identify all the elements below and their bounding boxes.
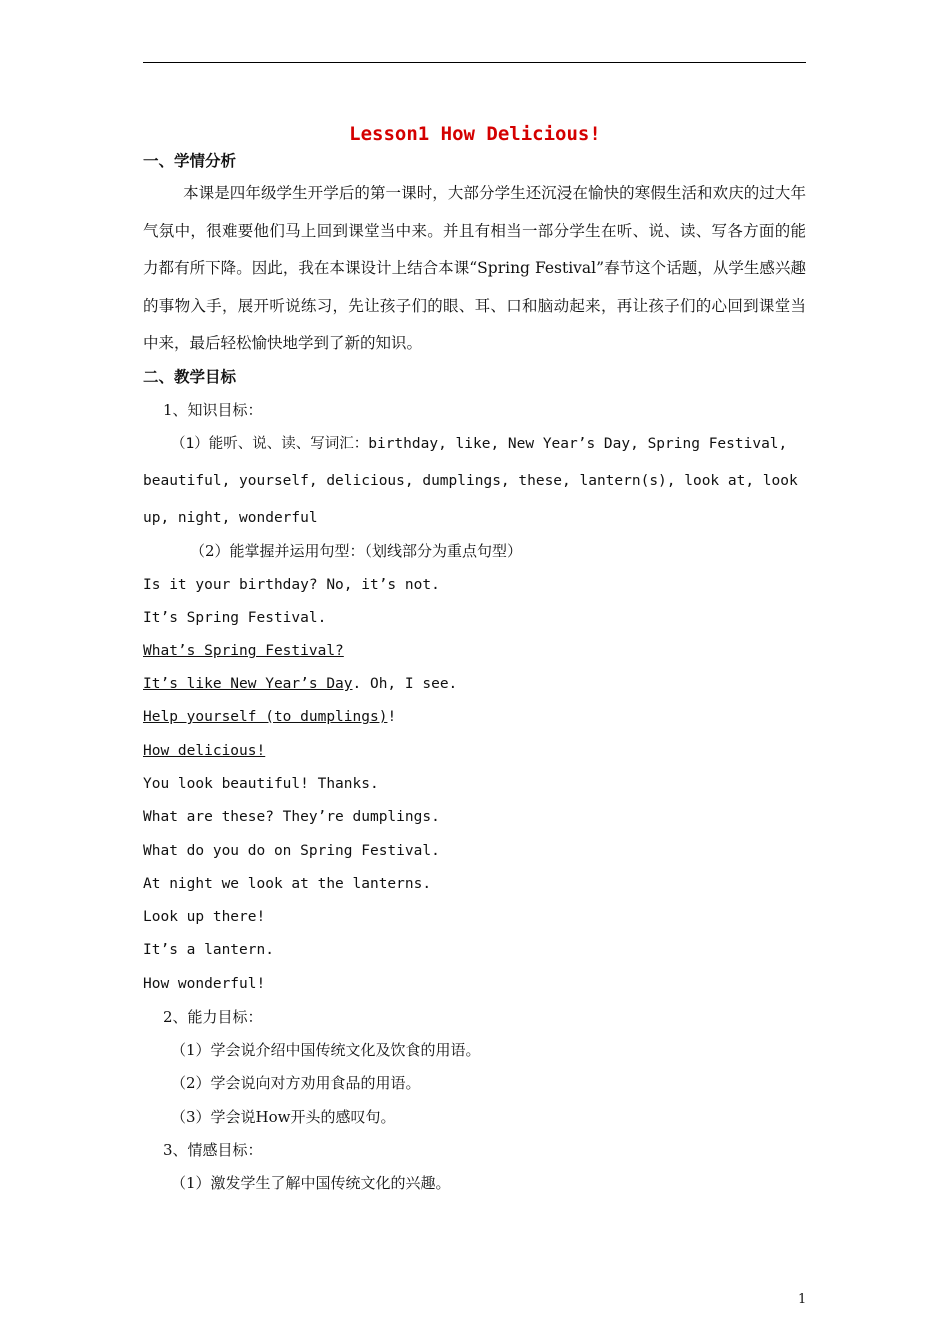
- sentence-6-key: How delicious!: [143, 743, 266, 759]
- sentence-11: Look up there!: [143, 909, 266, 925]
- ability-item-3: （3）学会说How开头的感叹句。: [171, 1108, 396, 1126]
- sentence-5-rest: !: [387, 709, 397, 725]
- sentence-4-rest: . Oh, I see.: [352, 676, 458, 692]
- section-heading-goals: 二、教学目标: [143, 367, 237, 386]
- sentence-intro: （2）能掌握并运用句型：（划线部分为重点句型）: [190, 542, 523, 560]
- emotion-item-1: （1）激发学生了解中国传统文化的兴趣。: [171, 1174, 451, 1192]
- emotion-goal-label: 3、情感目标：: [163, 1141, 263, 1159]
- ability-item-1: （1）学会说介绍中国传统文化及饮食的用语。: [171, 1041, 481, 1059]
- sentence-7: You look beautiful! Thanks.: [143, 776, 379, 792]
- sentence-1: Is it your birthday? No, it’s not.: [143, 577, 440, 593]
- document-title: Lesson1 How Delicious!: [349, 123, 601, 145]
- analysis-text: 本课是四年级学生开学后的第一课时，大部分学生还沉浸在愉快的寒假生活和欢庆的过大年气氛中，很难要他们马上回到课堂当中来。并且有相当一部分学生在听、说、读、写各方面的能力都有所下降。因此，我在本课设计上结合本课“Spring Festival”春节这个话题，从学生感兴趣的事物入手，展开听说练习，先让孩子们的眼、耳、口和脑动起来，再让孩子们的心回到课堂当中来，最后轻松愉快地学到了新的知识。: [143, 184, 806, 352]
- knowledge-goal-label: 1、知识目标：: [163, 401, 263, 419]
- vocab-line-3: up, night, wonderful: [143, 510, 318, 526]
- ability-item-2: （2）学会说向对方劝用食品的用语。: [171, 1074, 421, 1092]
- sentence-4: [143, 674, 457, 694]
- sentence-12: It’s a lantern.: [143, 942, 274, 958]
- page-number: 1: [798, 1292, 807, 1307]
- sentence-5: [143, 707, 396, 727]
- sentence-4-key: It’s like New Year’s Day: [143, 676, 353, 692]
- vocab-line-1: （1）能听、说、读、写词汇：birthday, like, New Year’s Day, Spring Festival,: [171, 436, 788, 452]
- ability-goal-label: 2、能力目标：: [163, 1008, 263, 1026]
- sentence-2: It’s Spring Festival.: [143, 610, 327, 626]
- sentence-9: What do you do on Spring Festival.: [143, 843, 440, 859]
- sentence-10: At night we look at the lanterns.: [143, 876, 432, 892]
- section-heading-analysis: 一、学情分析: [143, 151, 237, 170]
- sentence-5-key: Help yourself (to dumplings): [143, 709, 388, 725]
- analysis-paragraph: [143, 175, 806, 363]
- header-rule: [143, 62, 806, 63]
- sentence-13: How wonderful!: [143, 976, 266, 992]
- vocab-line-2: beautiful, yourself, delicious, dumplings, these, lantern(s), look at, look: [143, 473, 798, 489]
- sentence-3-key: What’s Spring Festival?: [143, 643, 344, 659]
- sentence-8: What are these? They’re dumplings.: [143, 809, 440, 825]
